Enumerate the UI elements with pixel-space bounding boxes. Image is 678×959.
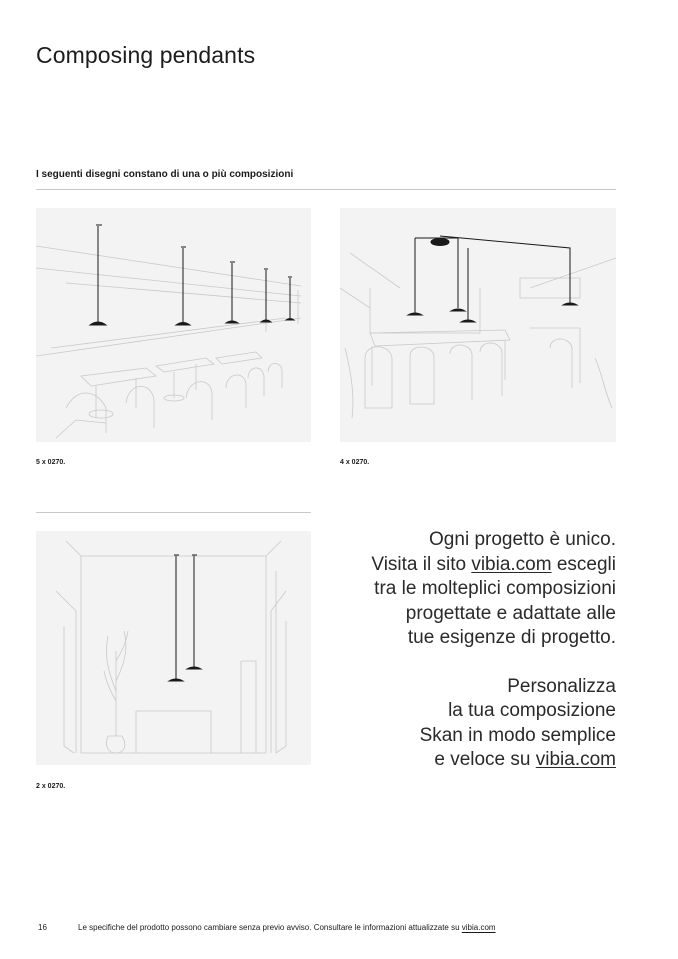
promo-line: Personalizza [507,675,616,697]
pendant-lamps [169,555,201,681]
figure-entrance-drawing [36,531,311,765]
promo-text [371,528,616,773]
promo-line: la tua composizione [448,700,616,721]
footer-vibia-link[interactable]: vibia.com [461,923,496,932]
figure-dining-drawing [340,208,616,442]
pendant-lamps [408,236,577,322]
figure-caption: 2 x 0270. [36,783,66,790]
promo-line: progettate e adattate alle [405,602,616,624]
dining-illustration [340,208,616,442]
section-subtitle: I seguenti disegni constano di una o più composizioni [36,169,294,180]
promo-line: Skan in modo semplice [419,724,616,746]
figure-restaurant-drawing [36,208,311,442]
figure-caption: 4 x 0270. [340,459,370,466]
figure-divider [36,512,311,513]
promo-line: tra le molteplici composizioni [374,578,616,599]
vibia-link[interactable]: vibia.com [535,749,616,770]
vibia-link[interactable]: vibia.com [471,553,552,575]
figure-caption: 5 x 0270. [36,459,66,466]
pendant-lamps [90,225,294,325]
section-divider [36,189,616,190]
promo-line: e veloce su vibia.com [434,749,616,770]
page-title: Composing pendants [36,42,256,68]
footer-disclaimer: Le specifiche del prodotto possono cambiare senza previo avviso. Consultare le informazioni attualizzate su vibia.com [78,923,496,932]
promo-line: tue esigenze di progetto. [407,627,616,648]
entrance-illustration [36,531,311,765]
restaurant-illustration [36,208,311,442]
page-number: 16 [38,923,47,932]
promo-line: Visita il sito vibia.com escegli [371,553,616,575]
promo-line: Ogni progetto è unico. [429,529,616,550]
